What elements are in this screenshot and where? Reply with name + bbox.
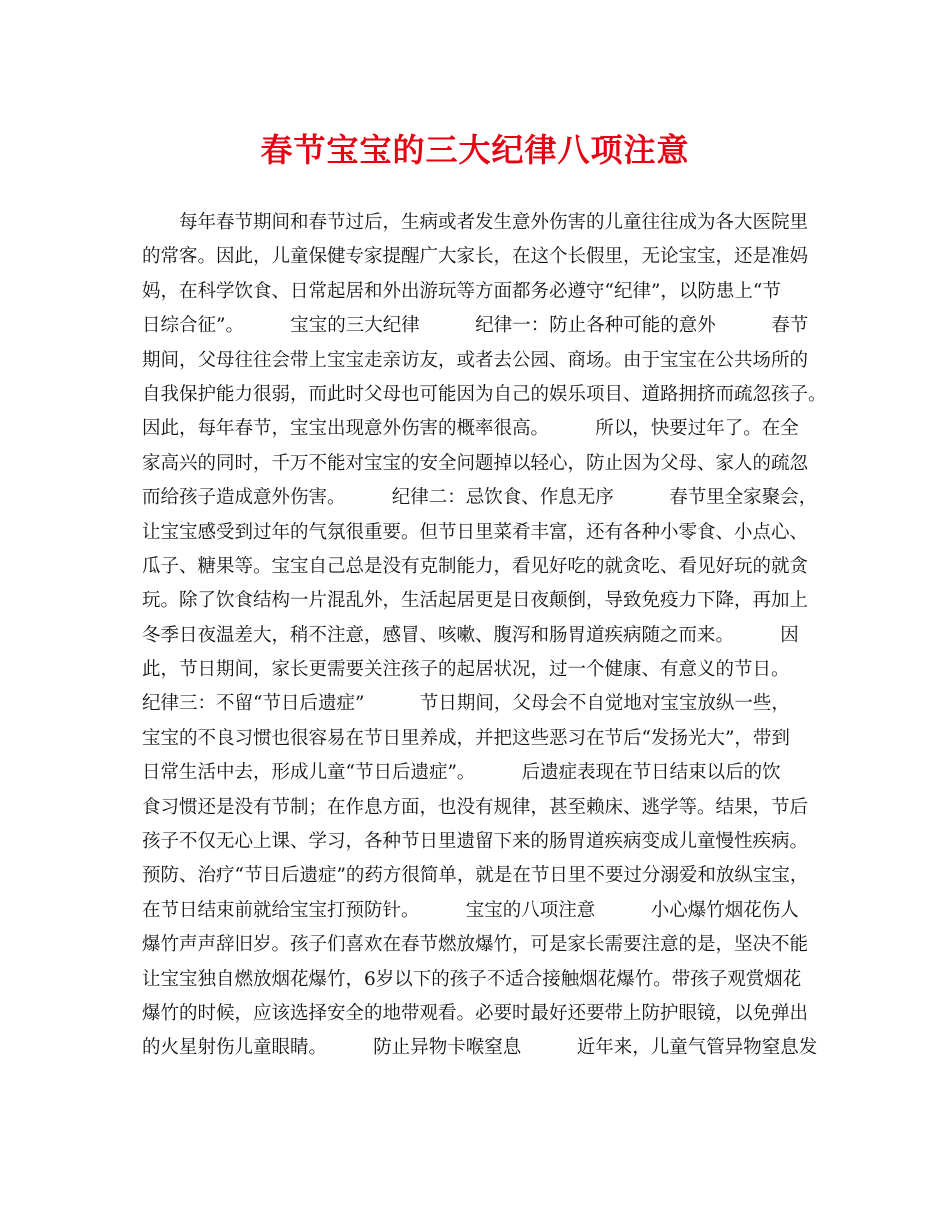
body-line: 孩子不仅无心上课、学习，各种节日里遗留下来的肠胃道疾病变成儿童慢性疾病。: [142, 831, 809, 853]
body-line: 预防、治疗“节日后遗症”的药方很简单，就是在节日里不要过分溺爱和放纵宝宝，: [142, 865, 809, 887]
body-line: 期间，父母往往会带上宝宝走亲访友，或者去公园、商场。由于宝宝在公共场所的: [142, 349, 809, 371]
document-body: [142, 206, 827, 1066]
body-line: 的常客。因此，儿童保健专家提醒广大家长，在这个长假里，无论宝宝，还是准妈: [142, 246, 809, 268]
body-line: 而给孩子造成意外伤害。 纪律二：忌饮食、作息无序 春节里全家聚会，: [142, 487, 818, 509]
document-title: 春节宝宝的三大纪律八项注意: [260, 131, 690, 169]
body-line: 玩。除了饮食结构一片混乱外，生活起居更是日夜颠倒，导致免疫力下降，再加上: [142, 590, 809, 612]
body-line: 妈，在科学饮食、日常起居和外出游玩等方面都务必遵守“纪律”，以防患上“节: [142, 280, 781, 302]
body-line: 日常生活中去，形成儿童“节日后遗症”。 后遗症表现在节日结束以后的饮: [142, 762, 781, 784]
body-line: 食习惯还是没有节制；在作息方面，也没有规律，甚至赖床、逃学等。结果，节后: [142, 796, 809, 818]
body-line: 家高兴的同时，千万不能对宝宝的安全问题掉以轻心，防止因为父母、家人的疏忽: [142, 452, 809, 474]
body-line: 冬季日夜温差大，稍不注意，感冒、咳嗽、腹泻和肠胃道疾病随之而来。 因: [142, 624, 799, 646]
body-line: 自我保护能力很弱，而此时父母也可能因为自己的娱乐项目、道路拥挤而疏忽孩子。: [142, 383, 827, 405]
body-line: 每年春节期间和春节过后，生病或者发生意外伤害的儿童往往成为各大医院里: [142, 212, 809, 233]
body-line: 在节日结束前就给宝宝打预防针。 宝宝的八项注意 小心爆竹烟花伤人: [142, 899, 799, 921]
body-line: 的火星射伤儿童眼睛。 防止异物卡喉窒息 近年来，儿童气管异物窒息发: [142, 1037, 818, 1059]
body-line: 纪律三：不留“节日后遗症” 节日期间，父母会不自觉地对宝宝放纵一些，: [142, 693, 790, 715]
body-line: 让宝宝独自燃放烟花爆竹，6岁以下的孩子不适合接触烟花爆竹。带孩子观赏烟花: [142, 968, 802, 990]
body-line: 让宝宝感受到过年的气氛很重要。但节日里菜肴丰富，还有各种小零食、小点心、: [142, 521, 809, 543]
body-line: 此，节日期间，家长更需要关注孩子的起居状况，过一个健康、有意义的节日。: [142, 659, 790, 681]
body-line: 瓜子、糖果等。宝宝自己总是没有克制能力，看见好吃的就贪吃、看见好玩的就贪: [142, 555, 809, 577]
body-line: 日综合征”。 宝宝的三大纪律 纪律一：防止各种可能的意外 春节: [142, 315, 809, 337]
body-line: 宝宝的不良习惯也很容易在节日里养成，并把这些恶习在节后“发扬光大”，带到: [142, 727, 790, 749]
body-line: 爆竹的时候，应该选择安全的地带观看。必要时最好还要带上防护眼镜，以免弹出: [142, 1002, 809, 1024]
body-line: 因此，每年春节，宝宝出现意外伤害的概率很高。 所以，快要过年了。在全: [142, 418, 799, 440]
body-line: 爆竹声声辞旧岁。孩子们喜欢在春节燃放爆竹，可是家长需要注意的是，坚决不能: [142, 934, 809, 956]
